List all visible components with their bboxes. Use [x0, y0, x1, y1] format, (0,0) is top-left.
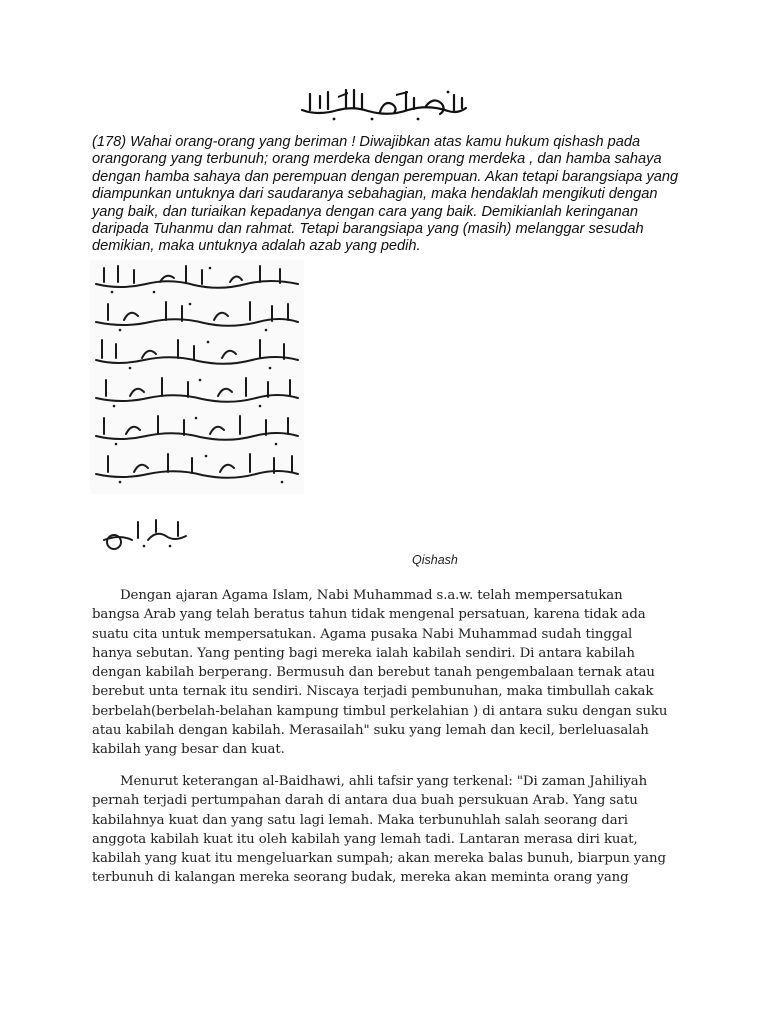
body-paragraph-1	[92, 586, 672, 760]
paragraph-text: Dengan ajaran Agama Islam, Nabi Muhammad s.a.w. telah mempersatukan bangsa Arab yang telah beratus tahun tidak mengenal persatuan, karena tidak ada suatu cita untuk mempersatukan. Agama pusaka Nabi Muhammad sudah tinggal hanya sebutan. Yang penting bagi mereka ialah kabilah sendiri. Di antara kabilah dengan kabilah berperang. Bermusuh dan berebut tanah pengembalaan ternak atau berebut unta ternak itu sendiri. Niscaya terjadi pembunuhan, maka timbullah cakak berbelah(berbelah-belahan kampung timbul perkelahian ) di antara suku dengan suku atau kabilah dengan kabilah. Merasailah" suku yang lemah dan kecil, berleluasalah kabilah yang besar dan kuat.	[92, 588, 668, 758]
verse-translation: (178) Wahai orang-orang yang beriman ! Diwajibkan atas kamu hukum qishash pada orangorang yang terbunuh; orang merdeka dengan orang merdeka , dan hamba sahaya dengan hamba sahaya dan perempuan dengan perempuan. Akan tetapi barangsiapa yang diampunkan untuknya dari saudaranya sebahagian, maka hendaklah mengikuti dengan yang baik, dan turiaikan kepadanya dengan cara yang baik. Demikianlah keringanan daripada Tuhanmu dan rahmat. Tetapi barangsiapa yang (masih) melanggar sesudah demikian, maka untuknya adalah azab yang pedih.	[92, 134, 679, 255]
basmalah-calligraphy-icon	[298, 86, 470, 124]
quran-verse-calligraphy-icon	[90, 260, 304, 494]
verse-ending-calligraphy-icon	[96, 512, 196, 552]
body-paragraph-2	[92, 772, 672, 888]
paragraph-text: Menurut keterangan al-Baidhawi, ahli tafsir yang terkenal: "Di zaman Jahiliyah pernah terjadi pertumpahan darah di antara dua buah persukuan Arab. Yang satu kabilahnya kuat dan yang satu lagi lemah. Maka terbunuhlah salah seorang dari anggota kabilah kuat itu oleh kabilah yang lemah tadi. Lantaran merasa diri kuat, kabilah yang kuat itu mengeluarkan sumpah; akan mereka balas bunuh, biarpun yang terbunuh di kalangan mereka seorang budak, mereka akan meminta orang yang	[92, 774, 666, 886]
figure-caption: Qishash	[412, 553, 458, 567]
